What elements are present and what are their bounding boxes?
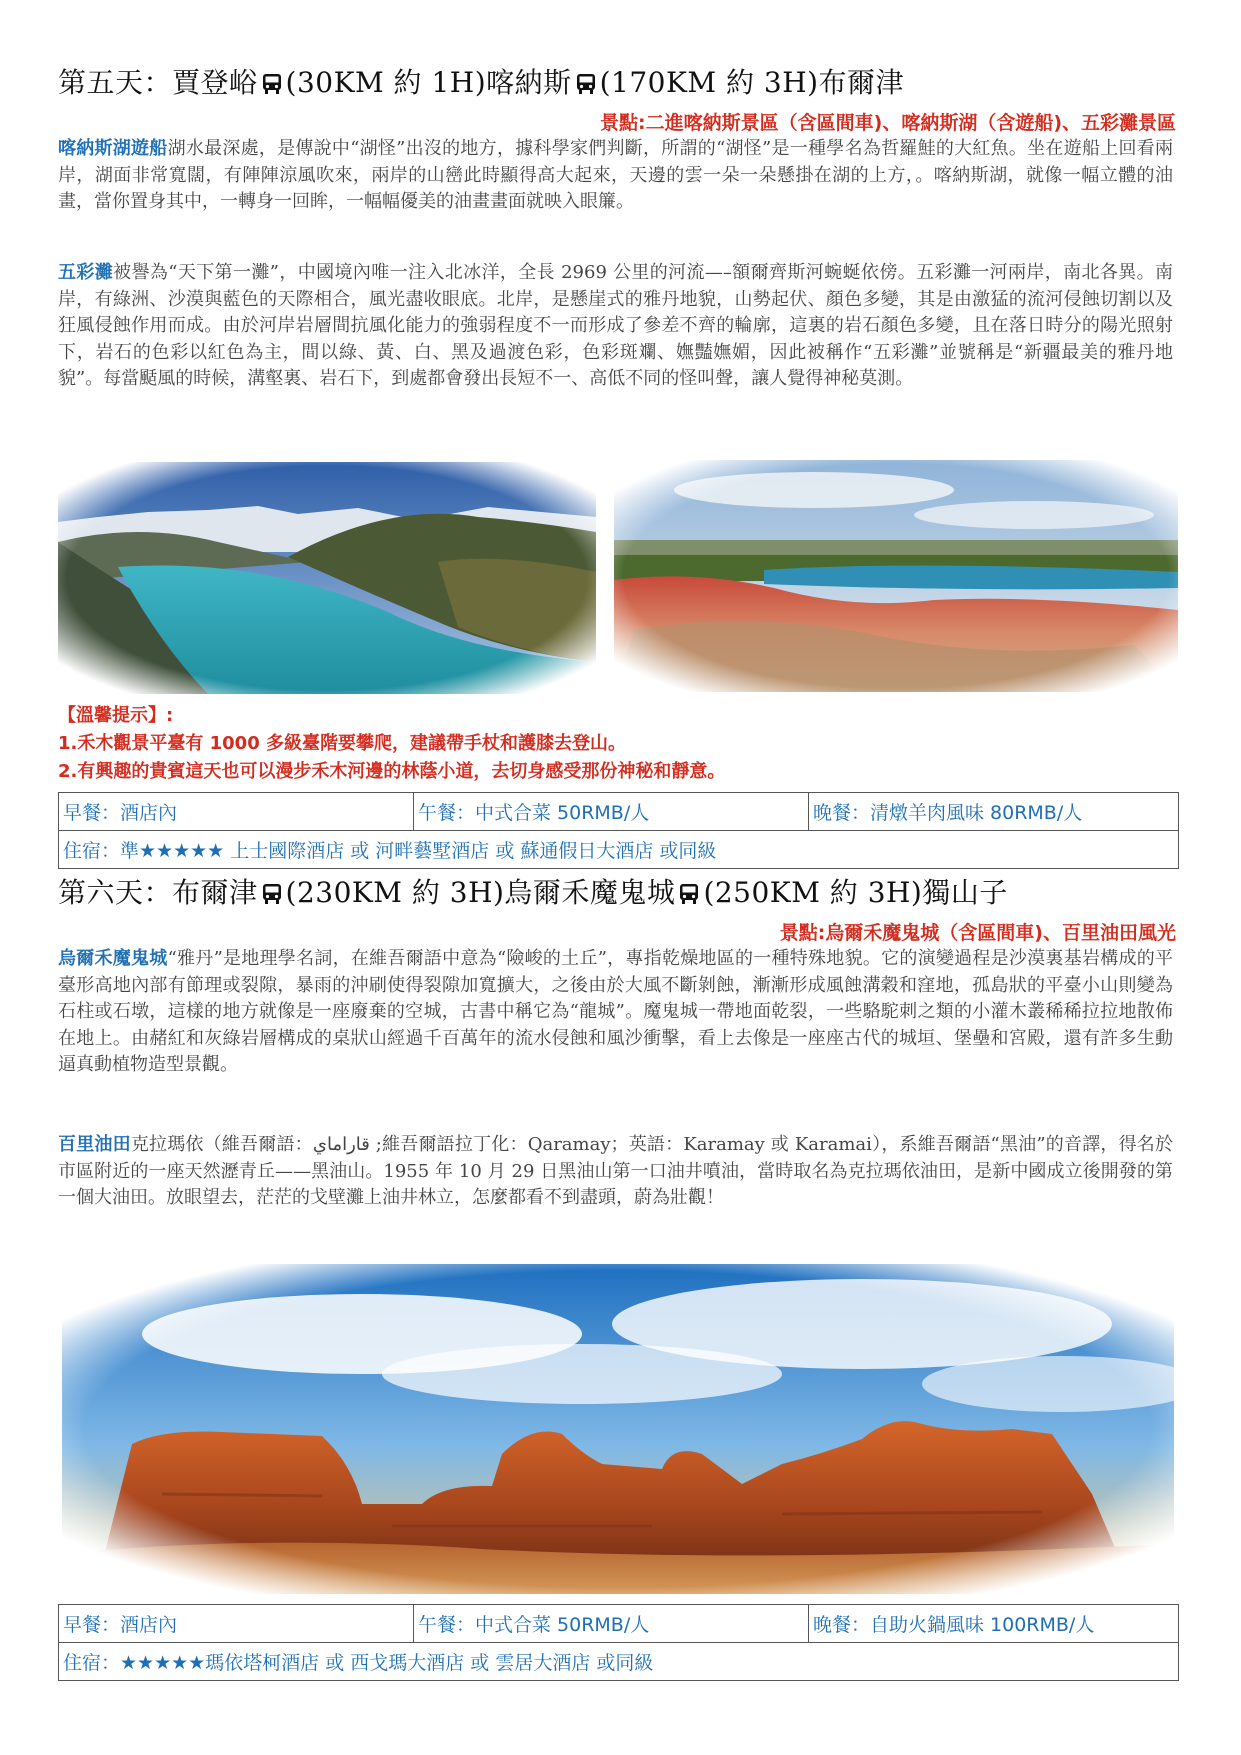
day5-title-start: 第五天：賈登峪 [58,66,258,99]
day6-oilfield-paragraph [58,1132,1173,1212]
tip-2: 2.有興趣的貴賓這天也可以漫步禾木河邊的林蔭小道，去切身感受那份神秘和靜意。 [58,761,726,782]
meal-row [59,1605,1179,1643]
ghost-city-text: “雅丹”是地理學名詞，在維吾爾語中意為“險峻的土丘”，專指乾燥地區的一種特殊地貌。它的演變過程是沙漠裏基岩構成的平臺形高地內部有節理或裂隙，暴雨的沖刷使得裂隙加寬擴大，之後由於大風不斷剝蝕，漸漸形成風蝕溝穀和窪地，孤島狀的平臺小山則變為石柱或石墩，這樣的地方就像是一座廢棄的空城，古書中稱它為“龍城”。魔鬼城一帶地面乾裂，一些駱駝刺之類的小灌木叢稀稀拉拉地散佈在地上。由赭紅和灰綠岩層構成的桌狀山經過千百萬年的流水侵蝕和風沙衝擊，看上去像是一座座古代的城垣、堡壘和宮殿，還有許多生動逼真動植物造型景觀。 [58,948,1174,1075]
dinner-cell: 晚餐：自助火鍋風味 100RMB/人 [809,1605,1179,1643]
day6-attractions: 景點:烏爾禾魔鬼城（含區間車)、百里油田風光 [779,922,1176,944]
day5-title-leg1: (30KM 約 1H)喀納斯 [285,66,572,99]
hotel-row [59,831,1179,869]
day5-attractions: 景點:二進喀納斯景區（含區間車)、喀納斯湖（含遊船)、五彩灘景區 [600,112,1176,134]
breakfast-cell: 早餐：酒店內 [59,793,414,831]
day5-title-leg2: (170KM 約 3H)布爾津 [599,66,905,99]
bus-icon [262,883,282,905]
bus-icon [576,73,596,95]
tip-1: 1.禾木觀景平臺有 1000 多級臺階要攀爬，建議帶手杖和護膝去登山。 [58,733,626,754]
breakfast-cell: 早餐：酒店內 [59,1605,414,1643]
ghost-city-heading: 烏爾禾魔鬼城 [58,948,168,969]
colorful-beach-heading: 五彩灘 [58,262,114,283]
hotel-row [59,1643,1179,1681]
dinner-cell: 晚餐：清燉羊肉風味 80RMB/人 [809,793,1179,831]
day6-title [58,876,1008,910]
day5-colorful-beach-paragraph [58,260,1173,393]
oilfield-text: 克拉瑪依（維吾爾語：قاراماي ;維吾爾語拉丁化：Qaramay；英語：Karamay 或 Karamai），系維吾爾語“黑油”的音譯，得名於市區附近的一座天然瀝青丘——黑油山。1955 年 10 月 29 日黑油山第一口油井噴油，當時取名為克拉瑪依油田，是新中國成立後開發的第一個大油田。放眼望去，茫茫的戈壁灘上油井林立，怎麼都看不到盡頭，蔚為壯觀！ [58,1134,1174,1208]
kanas-cruise-text: 湖水最深處，是傳說中“湖怪”出沒的地方，據科學家們判斷，所謂的“湖怪”是一種學名為哲羅鮭的大紅魚。坐在遊船上回看兩岸，湖面非常寬闊，有陣陣涼風吹來，兩岸的山巒此時顯得高大起來，天邊的雲一朵一朵懸掛在湖的上方，。喀納斯湖，就像一幅立體的油畫，當你置身其中，一轉身一回眸，一幅幅優美的油畫畫面就映入眼簾。 [58,138,1174,212]
day6-meal-table [58,1604,1179,1681]
day6-title-leg1: (230KM 約 3H)烏爾禾魔鬼城 [285,876,676,909]
hotel-cell: 住宿：★★★★★瑪依塔柯酒店 或 西戈瑪大酒店 或 雲居大酒店 或同級 [59,1643,1179,1681]
ghost-city-photo [62,1264,1174,1594]
kanas-lake-photo [58,462,596,694]
hotel-cell: 住宿：準★★★★★ 上士國際酒店 或 河畔藝墅酒店 或 蘇通假日大酒店 或同級 [59,831,1179,869]
day5-kanas-paragraph [58,136,1173,216]
day6-ghost-city-paragraph [58,946,1173,1079]
lunch-cell: 午餐：中式合菜 50RMB/人 [414,793,809,831]
day5-tips [58,702,1178,786]
day6-title-leg2: (250KM 約 3H)獨山子 [703,876,1008,909]
day5-meal-table [58,792,1179,869]
bus-icon [262,73,282,95]
day6-title-start: 第六天：布爾津 [58,876,258,909]
colorful-beach-text: 被譽為“天下第一灘”，中國境內唯一注入北冰洋，全長 2969 公里的河流—–額爾齊斯河蜿蜒依傍。五彩灘一河兩岸，南北各異。南岸，有綠洲、沙漠與藍色的天際相合，風光盡收眼底。北岸，是懸崖式的雅丹地貌，山勢起伏、顏色多變，其是由激猛的流河侵蝕切割以及狂風侵蝕作用而成。由於河岸岩層間抗風化能力的強弱程度不一而形成了參差不齊的輪廓，這裏的岩石顏色多變，且在落日時分的陽光照射下，岩石的色彩以紅色為主，間以綠、黃、白、黑及過渡色彩，色彩斑斕、嫵豔嫵媚，因此被稱作“五彩灘”並號稱是“新疆最美的雅丹地貌”。每當颳風的時候，溝壑裏、岩石下，到處都會發出長短不一、高低不同的怪叫聲，讓人覺得神秘莫測。 [58,262,1173,389]
kanas-cruise-heading: 喀納斯湖遊船 [58,138,168,159]
meal-row [59,793,1179,831]
lunch-cell: 午餐：中式合菜 50RMB/人 [414,1605,809,1643]
tips-title: 【溫馨提示】: [58,705,174,726]
bus-icon [679,883,699,905]
day5-title [58,66,904,100]
oilfield-heading: 百里油田 [58,1134,131,1155]
colorful-beach-photo [614,460,1178,692]
